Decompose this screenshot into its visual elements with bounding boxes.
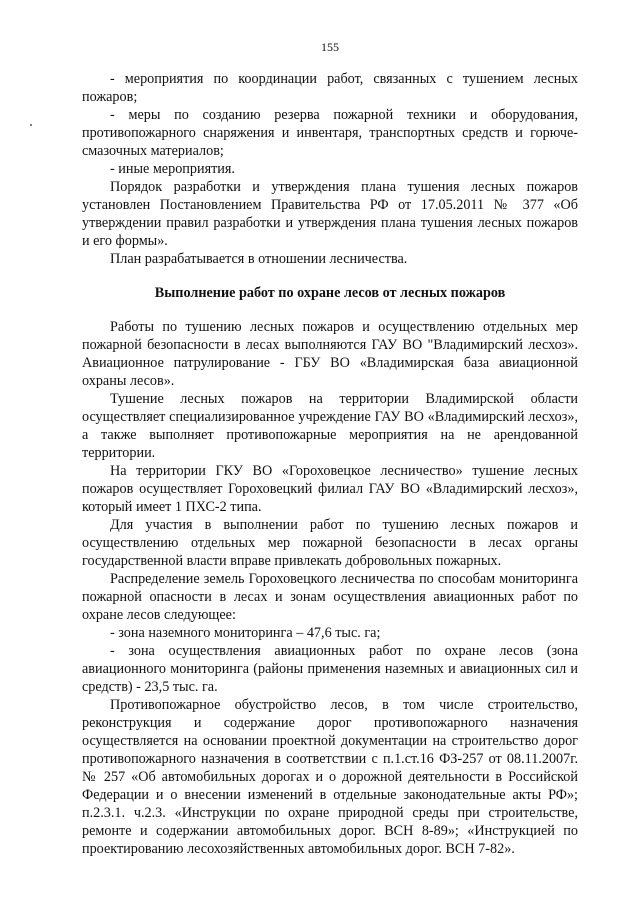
scan-speck bbox=[30, 124, 32, 126]
list-item-coordination: - мероприятия по координации работ, связанных с тушением лесных пожаров; bbox=[82, 71, 578, 105]
paragraph-fire-suppression: Тушение лесных пожаров на территории Владимирской области осуществляет специализированное учреждение ГАУ ВО «Владимирский лесхоз», а также выполняет противопожарные мероприятия на не арендованной территории. bbox=[82, 391, 578, 461]
paragraph-fire-works: Работы по тушению лесных пожаров и осуществлению отдельных мер пожарной безопасности в лесах выполняются ГАУ ВО "Владимирский лесхоз». Авиационное патрулирование - ГБУ ВО «Владимирская база авиационной охраны лесов». bbox=[82, 319, 578, 389]
page-number: 155 bbox=[321, 40, 339, 54]
top-section bbox=[82, 70, 578, 268]
list-item-aviation-zone: - зона осуществления авиационных работ по охране лесов (зона авиационного мониторинга (районы применения наземных и авиационных сил и средств) - 23,5 тыс. га. bbox=[82, 643, 578, 695]
list-item-reserve: - меры по созданию резерва пожарной техники и оборудования, противопожарного снаряжения и инвентаря, транспортных средств и горюче-смазочных материалов; bbox=[82, 107, 578, 159]
paragraph-volunteers: Для участия в выполнении работ по тушению лесных пожаров и осуществлению отдельных мер пожарной безопасности в лесах органы государственной власти вправе привлекать добровольных пожарных. bbox=[82, 517, 578, 569]
list-item-other: - иные мероприятия. bbox=[110, 161, 235, 177]
paragraph-plan-scope: План разрабатывается в отношении лесничества. bbox=[110, 251, 408, 267]
paragraph-territory: На территории ГКУ ВО «Гороховецкое лесничество» тушение лесных пожаров осуществляет Гороховецкий филиал ГАУ ВО «Владимирский лесхоз», который имеет 1 ПХС-2 типа. bbox=[82, 463, 578, 515]
list-item-ground-zone: - зона наземного мониторинга – 47,6 тыс. га; bbox=[110, 625, 381, 641]
main-section bbox=[82, 318, 578, 858]
section-heading: Выполнение работ по охране лесов от лесных пожаров bbox=[154, 285, 506, 301]
paragraph-fire-infrastructure: Противопожарное обустройство лесов, в том числе строительство, реконструкция и содержание дорог противопожарного назначения осуществляется на основании проектной документации на строительство дорог противопожарного назначения в соответствии с п.1.ст.16 ФЗ-257 от 08.11.2007г. № 257 «Об автомобильных дорогах и о дорожной деятельности в Российской Федерации и о внесении изменений в отдельные законодательные акты РФ»; п.2.3.1. ч.2.3. «Инструкции по охране природной среды при строительстве, ремонте и содержании автомобильных дорог. ВСН 8-89»; «Инструкцией по проектированию лесохозяйственных автомобильных дорог. ВСН 7-82». bbox=[82, 697, 578, 857]
paragraph-distribution: Распределение земель Гороховецкого лесничества по способам мониторинга пожарной опасности в лесах и зонам осуществления авиационных работ по охране лесов следующее: bbox=[82, 571, 578, 623]
paragraph-plan-procedure: Порядок разработки и утверждения плана тушения лесных пожаров установлен Постановлением Правительства РФ от 17.05.2011 № 377 «Об утверждении правил разработки и утверждения плана тушения лесных пожаров и его формы». bbox=[82, 179, 578, 249]
